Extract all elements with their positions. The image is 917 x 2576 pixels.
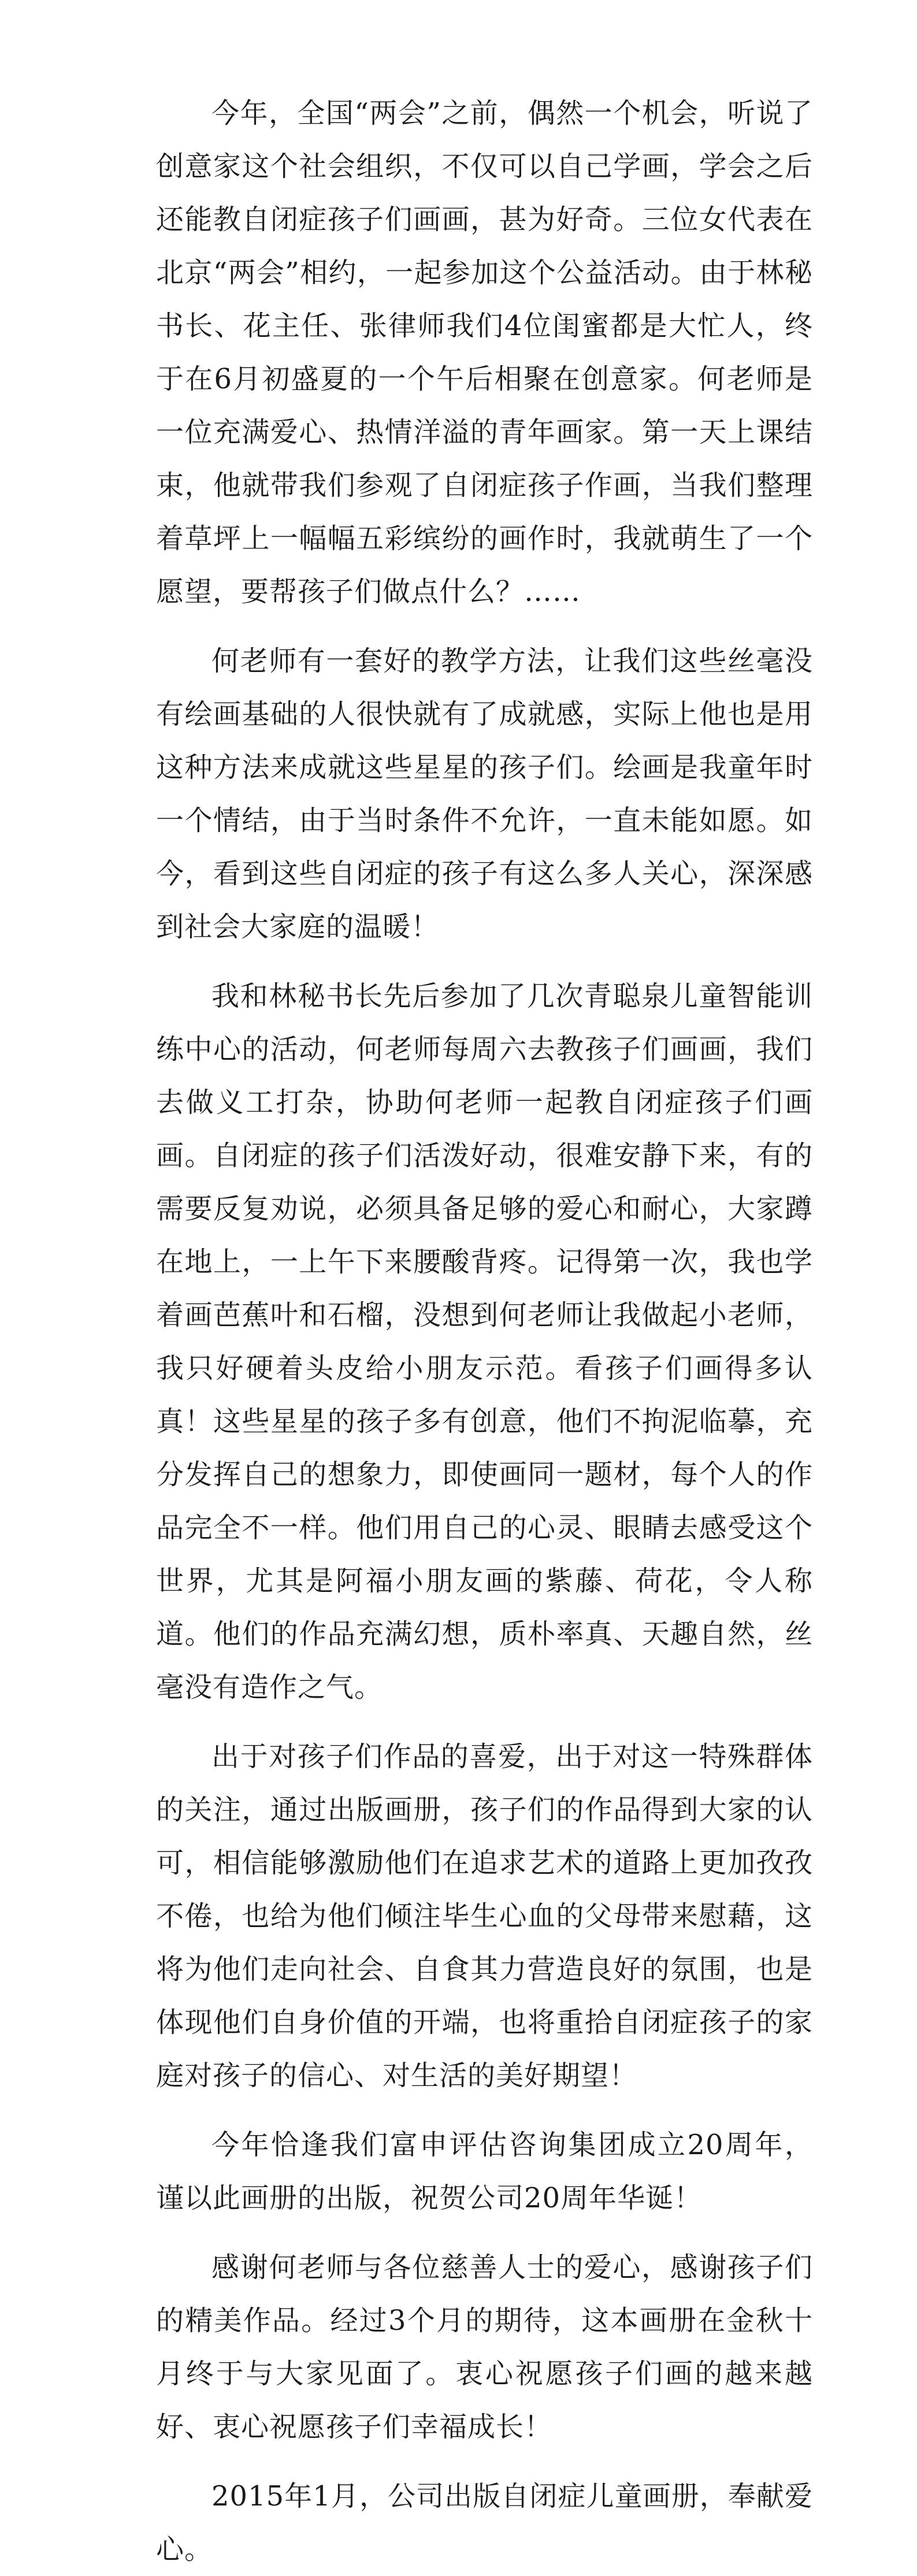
paragraph-4: 出于对孩子们作品的喜爱，出于对这一特殊群体的关注，通过出版画册，孩子们的作品得到大家的认可，相信能够激励他们在追求艺术的道路上更加孜孜不倦，也给为他们倾注毕生心血的父母带来慰藉，这将为他们走向社会、自食其力营造良好的氛围，也是体现他们自身价值的开端，也将重拾自闭症孩子的家庭对孩子的信心、对生活的美好期望！ [156, 1740, 813, 2092]
paragraph-7: 2015年1月，公司出版自闭症儿童画册，奉献爱心。 [156, 2480, 813, 2566]
paragraph-3: 我和林秘书长先后参加了几次青聪泉儿童智能训练中心的活动，何老师每周六去教孩子们画画，我们去做义工打杂，协助何老师一起教自闭症孩子们画画。自闭症的孩子们活泼好动，很难安静下来，有的需要反复劝说，必须具备足够的爱心和耐心，大家蹲在地上，一上午下来腰酸背疼。记得第一次，我也学着画芭蕉叶和石榴，没想到何老师让我做起小老师，我只好硬着头皮给小朋友示范。看孩子们画得多认真！这些星星的孩子多有创意，他们不拘泥临摹，充分发挥自己的想象力，即使画同一题材，每个人的作品完全不一样。他们用自己的心灵、眼睛去感受这个世界，尤其是阿福小朋友画的紫藤、荷花，令人称道。他们的作品充满幻想，质朴率真、天趣自然，丝毫没有造作之气。 [156, 980, 813, 1703]
paragraph-2: 何老师有一套好的教学方法，让我们这些丝毫没有绘画基础的人很快就有了成就感，实际上他也是用这种方法来成就这些星星的孩子们。绘画是我童年时一个情结，由于当时条件不允许，一直未能如愿。如今，看到这些自闭症的孩子有这么多人关心，深深感到社会大家庭的温暖！ [156, 645, 813, 943]
paragraph-6: 感谢何老师与各位慈善人士的爱心，感谢孩子们的精美作品。经过3个月的期待，这本画册在金秋十月终于与大家见面了。衷心祝愿孩子们画的越来越好、衷心祝愿孩子们幸福成长！ [156, 2251, 813, 2443]
paragraph-1: 今年，全国“两会”之前，偶然一个机会，听说了创意家这个社会组织，不仅可以自己学画，学会之后还能教自闭症孩子们画画，甚为好奇。三位女代表在北京“两会”相约，一起参加这个公益活动。由于林秘书长、花主任、张律师我们4位闺蜜都是大忙人，终于在6月初盛夏的一个午后相聚在创意家。何老师是一位充满爱心、热情洋溢的青年画家。第一天上课结束，他就带我们参观了自闭症孩子作画，当我们整理着草坪上一幅幅五彩缤纷的画作时，我就萌生了一个愿望，要帮孩子们做点什么？…… [156, 97, 813, 608]
paragraph-5: 今年恰逢我们富申评估咨询集团成立20周年，谨以此画册的出版，祝贺公司20周年华诞！ [156, 2129, 813, 2214]
